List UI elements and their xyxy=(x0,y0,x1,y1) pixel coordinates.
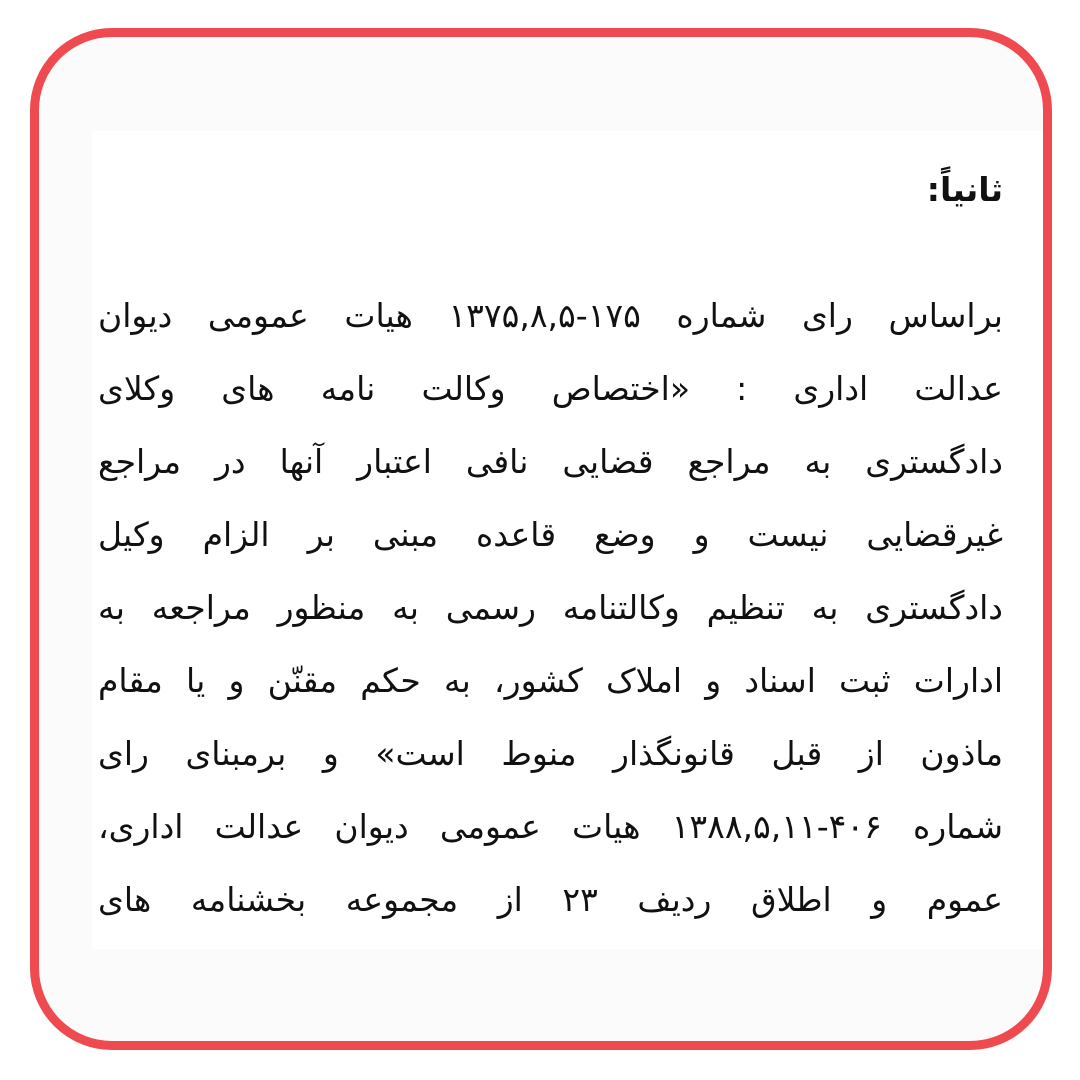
text-line: ادارات ثبت اسناد و املاک کشور، به حکم مقنّن و یا مقام xyxy=(98,661,1003,700)
document-page xyxy=(92,131,1043,949)
text-line: دادگستری به تنظیم وکالتنامه رسمی به منظور مراجعه به xyxy=(98,588,1003,627)
text-line: غیرقضایی نیست و وضع قاعده مبنی بر الزام وکیل xyxy=(98,515,1003,554)
text-line: براساس رای شماره ۱۷۵-۱۳۷۵,۸,۵ هیات عمومی دیوان xyxy=(98,296,1003,335)
text-line: ماذون از قبل قانونگذار منوط است» و برمبنای رای xyxy=(98,734,1003,773)
section-heading: ثانیاً: xyxy=(926,170,1003,209)
text-line: دادگستری به مراجع قضایی نافی اعتبار آنها در مراجع xyxy=(98,442,1003,481)
text-line: شماره ۴۰۶-۱۳۸۸,۵,۱۱ هیات عمومی دیوان عدالت اداری، xyxy=(98,807,1003,846)
text-line: عموم و اطلاق ردیف ۲۳ از مجموعه بخشنامه های xyxy=(98,880,1003,919)
rounded-frame xyxy=(30,28,1052,1050)
body-paragraph xyxy=(98,279,1003,936)
text-line: عدالت اداری : «اختصاص وکالت نامه های وکلای xyxy=(98,369,1003,408)
